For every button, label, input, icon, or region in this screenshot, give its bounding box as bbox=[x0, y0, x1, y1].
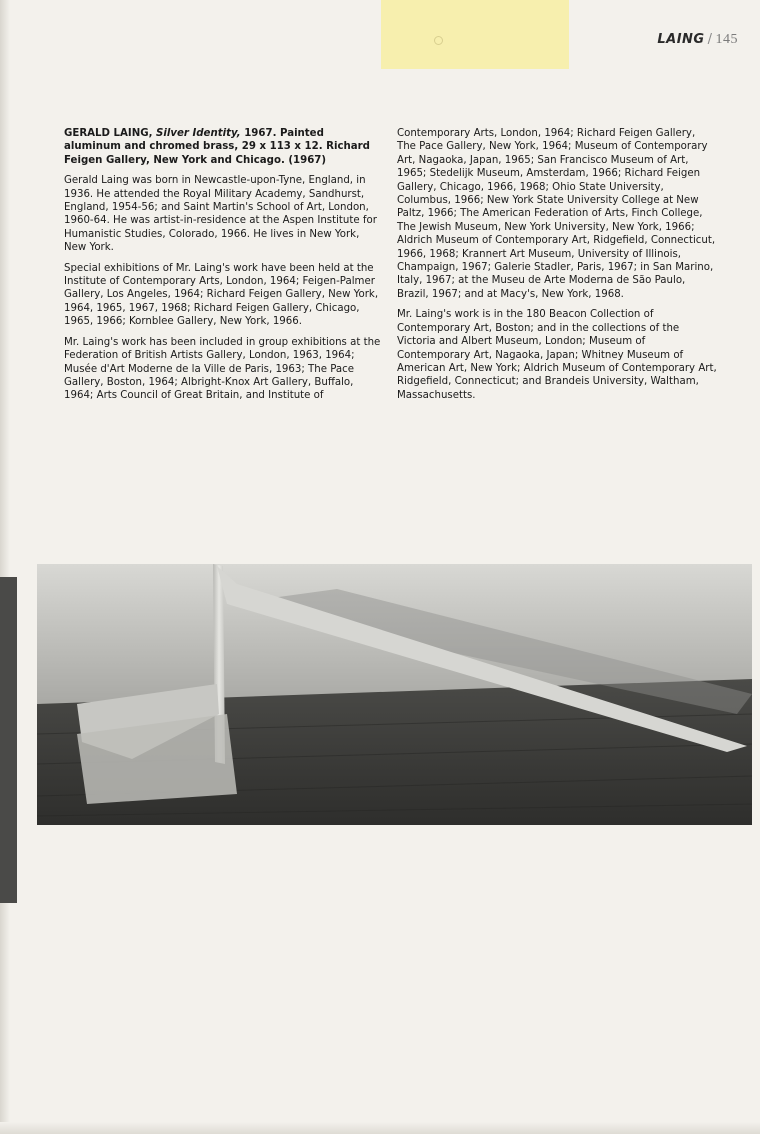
page-edge-shadow bbox=[0, 0, 10, 1134]
caption-title: Silver Identity, bbox=[156, 128, 241, 139]
caption-dimensions: 29 x 113 x 12. bbox=[241, 141, 323, 153]
page-edge-tab bbox=[0, 577, 17, 903]
caption-year: 1967. bbox=[244, 128, 277, 139]
sculpture-photograph bbox=[37, 564, 752, 825]
left-column bbox=[64, 127, 382, 410]
group-exhibitions-paragraph: Mr. Laing's work has been included in group exhibitions at the Federation of British Artists Gallery, London, 1963, 1964; Musée d'Art Moderne de la Ville de Paris, 1963; The Pace Gallery, Boston, 1964; Albright-Knox Art Gallery, Buffalo, 1964; Arts Council of Great Britain, and Institute of bbox=[64, 336, 381, 402]
caption-lender: Richard Feigen Gallery, New York and Chicago. bbox=[64, 141, 370, 166]
caption-acquired: (1967) bbox=[288, 154, 327, 166]
sticky-note bbox=[381, 0, 569, 69]
biography-paragraph: Gerald Laing was born in Newcastle-upon-Tyne, England, in 1936. He attended the Royal Military Academy, Sandhurst, England, 1954-56; and Saint Martin's School of Art, London, 1960-64. He was artist-in-residence at the Aspen Institute for Humanistic Studies, Colorado, 1966. He lives in New York, New York. bbox=[64, 175, 377, 254]
right-column bbox=[397, 127, 717, 409]
page-number: 145 bbox=[715, 32, 738, 47]
caption-artist: GERALD LAING, bbox=[64, 128, 153, 139]
running-head bbox=[657, 32, 738, 48]
caption-medium: Painted aluminum and chromed brass, bbox=[64, 128, 324, 153]
collections-paragraph: Mr. Laing's work is in the 180 Beacon Collection of Contemporary Art, Boston; and in the collections of the Victoria and Albert Museum, London; Museum of Contemporary Art, Nagaoka, Japan; Whitney Museum of American Art, New York; Aldrich Museum of Contemporary Art, Ridgefield, Connecticut; and Brandeis University, Waltham, Massachusetts. bbox=[397, 309, 717, 401]
special-exhibitions-paragraph: Special exhibitions of Mr. Laing's work have been held at the Institute of Contemporary Arts, London, 1964; Feigen-Palmer Gallery, Los Angeles, 1964; Richard Feigen Gallery, New York, 1964, 1965, 1967, 1968; Richard Feigen Gallery, Chicago, 1965, 1966; Kornblee Gallery, New York, 1966. bbox=[64, 262, 379, 328]
artwork-caption bbox=[64, 127, 382, 167]
sticky-note-mark bbox=[434, 36, 443, 45]
group-exhibitions-continued-paragraph: Contemporary Arts, London, 1964; Richard Feigen Gallery, The Pace Gallery, New York, 1964; Museum of Contemporary Art, Nagaoka, Japan, 1965; San Francisco Museum of Art, 1965; Stedelijk Museum, Amsterdam, 1966; Richard Feigen Gallery, Chicago, 1966, 1968; Ohio State University, Columbus, 1966; New York State University College at New Paltz, 1966; The American Federation of Arts, Finch College, The Jewish Museum, New York University, New York, 1966; Aldrich Museum of Contemporary Art, Ridgefield, Connecticut, 1966, 1968; Krannert Art Museum, University of Illinois, Champaign, 1967; Galerie Stadler, Paris, 1967; in San Marino, Italy, 1967; at the Museu de Arte Moderna de São Paulo, Brazil, 1967; and at Macy's, New York, 1968. bbox=[397, 128, 716, 300]
running-head-name: LAING bbox=[657, 32, 705, 47]
page-bottom-edge bbox=[0, 1122, 760, 1134]
running-head-separator: / bbox=[707, 32, 713, 47]
